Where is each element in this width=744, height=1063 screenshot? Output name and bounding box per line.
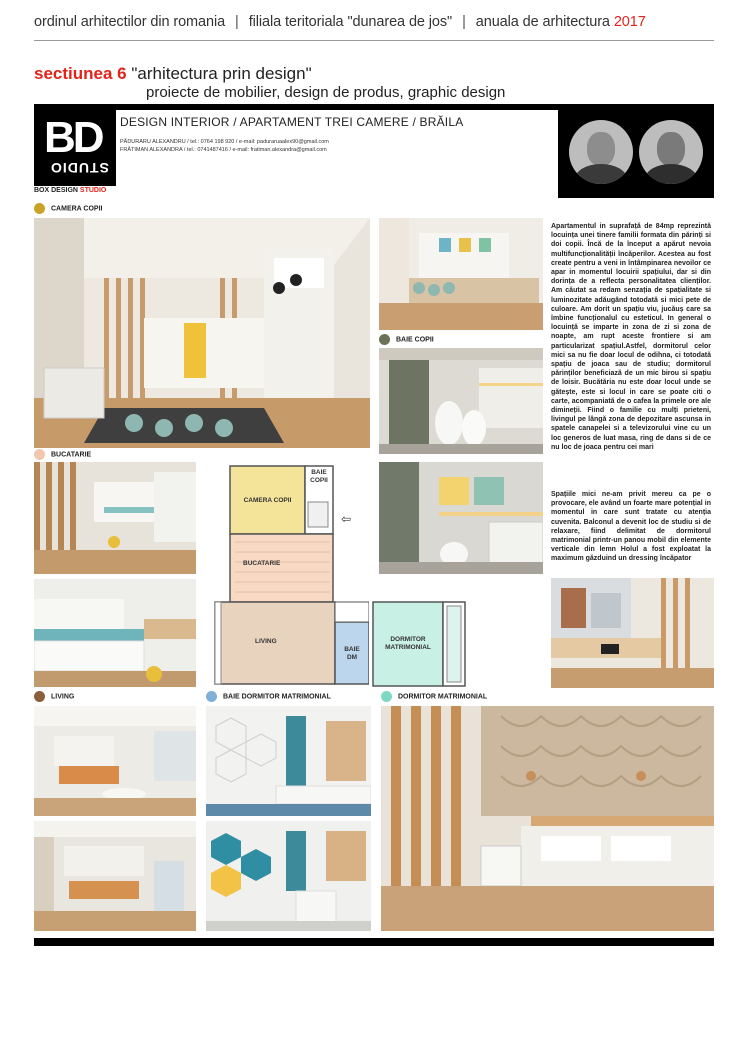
- studio-name-part2: STUDIO: [79, 187, 107, 194]
- header-separator: |: [462, 14, 466, 30]
- studio-name: [34, 187, 106, 194]
- photo-balcon: [551, 578, 714, 688]
- floor-plan: [205, 462, 369, 688]
- photo-baie-copii-2: [379, 462, 543, 574]
- architect-photo-2: [639, 120, 703, 184]
- header-separator: |: [235, 14, 239, 30]
- logo-letters: BD: [44, 113, 102, 162]
- section-name: "arhitectura prin design": [131, 64, 312, 83]
- project-description: Apartamentul in suprafață de 84mp reprezintă locuința unei tinere familii formata din părinți si doi copii. Încă de la început a apărut nevoia multifuncționalității încăperilor. Acestea au fost create pentru a veni in întâmpinarea nevoilor ce apar in momentul locuirii spațiului, dar si din dorința de a reflecta personalitatea clienților. Am căutat sa redam senzația de spațialitate si luminozitate adăugând totodată si mici pete de culoare. Am dorit un spațiu viu, jucăuș care sa îmbine funcționalul cu esteticul. In general o locuință se imparte in zona de zi si zona de noapte, am rupt aceste frontiere si am particularizat spațiul.Astfel, dormitorul celor mici sa nu fie doar locul de odihna, ci totodată spațiu de joaca sau de studiu; dormitorul părinților beneficiază de un mic birou si spațiu de loisir. Bucătăria nu este doar locul unde se gătește, este si locul in care se poate citi o carte, acompaniată de o cafea la primele ore ale dimineții. Fiind o familie cu mulți prieteni, livingul pe lângă zona de depozitare ascunsa in spatele canapelei si a televizorului vine cu un loc generos de luat masa, ring de dans si de ce nu loc de joaca pentru cei mari: [551, 223, 711, 451]
- plan-label-camera-copii: CAMERA COPII: [243, 497, 292, 504]
- plan-label-dormitor: DORMITOR MATRIMONIAL: [385, 636, 431, 651]
- camera-copii-label: CAMERA COPII: [51, 205, 103, 213]
- bottom-black-bar: [34, 938, 714, 946]
- entry-arrow-icon: ⇦: [341, 512, 352, 526]
- bucatarie-dot-icon: [34, 449, 45, 460]
- room-label-living: [34, 691, 74, 702]
- bucatarie-label: BUCATARIE: [51, 451, 92, 459]
- header-org: ordinul arhitectilor din romania: [34, 14, 226, 30]
- studio-name-part1: BOX DESIGN: [34, 187, 78, 194]
- photo-camera-copii-2: [379, 218, 543, 330]
- header-branch: filiala teritoriala "dunarea de jos": [248, 14, 453, 30]
- project-title: DESIGN INTERIOR / APARTAMENT TREI CAMERE / BRĂILA: [120, 115, 464, 129]
- project-description-2: Spațiile mici ne-am privit mereu ca pe o provocare, ele având un foarte mare potențial in momentul in care sunt tratate cu atenția cuvenita. Balconul a devenit loc de studiu si de relaxare, fiind delimitat de dormitorul matrimonial printr-un panou mobil din elemente verticale din lemn Holul a fost exploatat la maximum găzduind un dressing încăpator: [551, 491, 711, 563]
- floor-plan-dormitor: [369, 600, 472, 688]
- room-label-baie-dormitor: [206, 691, 331, 702]
- dormitor-label: DORMITOR MATRIMONIAL: [398, 693, 488, 701]
- section-number: sectiunea 6: [34, 64, 127, 83]
- contact-line-2: FRĂTIMAN ALEXANDRA / tel.: 0741487416 / e-mail: fratiman.alexandra@gmail.com: [120, 147, 327, 153]
- photo-baie-copii: [379, 348, 543, 454]
- photo-living-2: [34, 821, 196, 931]
- photo-dormitor-matrimonial: [381, 706, 714, 931]
- architect-photo-1: [569, 120, 633, 184]
- camera-copii-dot-icon: [34, 203, 45, 214]
- photo-living-1: [34, 706, 196, 816]
- architects-photo-panel: [558, 110, 714, 198]
- baie-copii-label: BAIE COPII: [396, 336, 434, 344]
- contact-line-1: PĂDURARU ALEXANDRU / tel.: 0764 198 920 / e-mail: paduraruaalex90@gmail.com: [120, 139, 329, 145]
- section-title: [34, 64, 312, 84]
- baie-dormitor-dot-icon: [206, 691, 217, 702]
- room-label-baie-copii: [379, 334, 434, 345]
- room-label-bucatarie: [34, 449, 91, 460]
- header-year: 2017: [613, 14, 646, 30]
- photo-bucatarie-2: [34, 579, 196, 687]
- plan-label-bucatarie: BUCATARIE: [243, 560, 281, 567]
- logo-studio-text: STUDIO: [50, 160, 109, 176]
- header-annual: anuala de arhitectura: [475, 14, 610, 30]
- plan-label-baie-copii: BAIE COPII: [310, 469, 328, 484]
- studio-logo: [34, 110, 116, 186]
- baie-copii-dot-icon: [379, 334, 390, 345]
- header-rule: [34, 40, 714, 41]
- plan-label-baie-dm: BAIE DM: [344, 646, 360, 661]
- living-dot-icon: [34, 691, 45, 702]
- photo-baie-dormitor-2: [206, 821, 371, 931]
- room-label-dormitor: [381, 691, 487, 702]
- photo-camera-copii: [34, 218, 370, 448]
- dormitor-dot-icon: [381, 691, 392, 702]
- photo-baie-dormitor-1: [206, 706, 371, 816]
- living-label: LIVING: [51, 693, 75, 701]
- section-subtitle: proiecte de mobilier, design de produs, graphic design: [146, 84, 506, 101]
- photo-bucatarie-1: [34, 462, 196, 574]
- room-label-camera-copii: [34, 203, 102, 214]
- plan-label-living: LIVING: [255, 638, 277, 645]
- page-header: [34, 14, 714, 30]
- baie-dormitor-label: BAIE DORMITOR MATRIMONIAL: [223, 693, 331, 701]
